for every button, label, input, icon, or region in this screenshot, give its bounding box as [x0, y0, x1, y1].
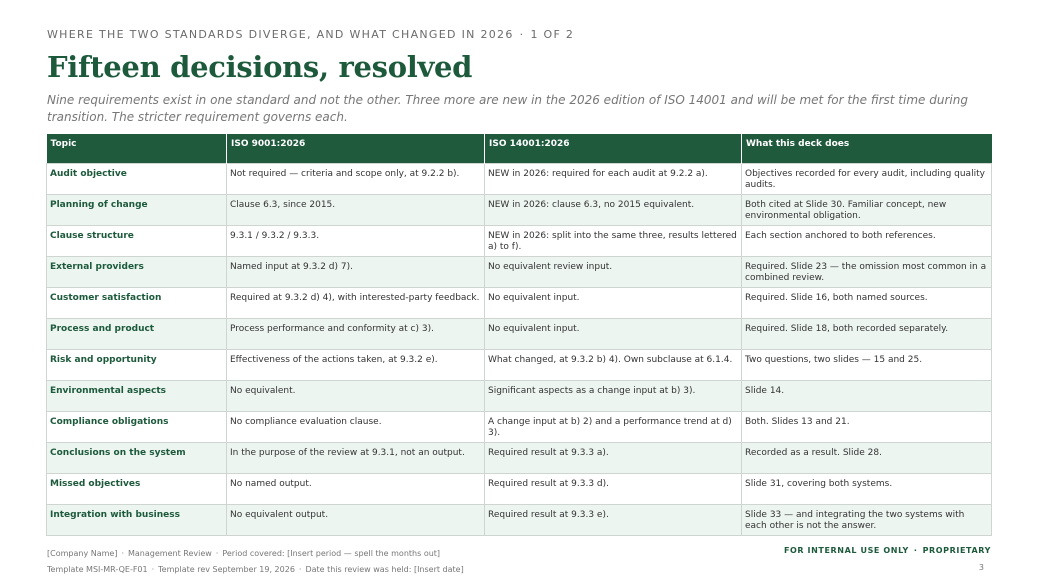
page-indicator: 1 OF 2 — [530, 28, 575, 41]
page-number: 3 — [978, 563, 984, 572]
table-row — [47, 164, 992, 195]
iso14001-cell: Required result at 9.3.3 a). — [485, 443, 742, 474]
table-row — [47, 350, 992, 381]
footer-separator: · — [215, 549, 219, 558]
footer-separator: · — [913, 546, 918, 555]
topic-cell: Environmental aspects — [47, 381, 227, 412]
iso14001-cell: Significant aspects as a change input at b) 3). — [485, 381, 742, 412]
footer-template-rev: Template rev September 19, 2026 — [158, 565, 295, 574]
topic-cell: Audit objective — [47, 164, 227, 195]
footer-company: [Company Name] — [47, 549, 118, 558]
iso14001-cell: Required result at 9.3.3 d). — [485, 474, 742, 505]
classification-internal: FOR INTERNAL USE ONLY — [783, 546, 909, 555]
table-row — [47, 505, 992, 536]
deck-action-cell: Required. Slide 16, both named sources. — [742, 288, 992, 319]
deck-action-cell: Both. Slides 13 and 21. — [742, 412, 992, 443]
iso9001-cell: Named input at 9.3.2 d) 7). — [227, 257, 485, 288]
iso14001-cell: What changed, at 9.3.2 b) 4). Own subclause at 6.1.4. — [485, 350, 742, 381]
iso9001-cell: Process performance and conformity at c) 3). — [227, 319, 485, 350]
footer-line-2 — [47, 562, 464, 578]
table-row — [47, 319, 992, 350]
footer-classification — [784, 546, 991, 555]
kicker-text: WHERE THE TWO STANDARDS DIVERGE, AND WHAT CHANGED IN 2026 — [47, 28, 514, 41]
deck-action-cell: Recorded as a result. Slide 28. — [742, 443, 992, 474]
column-header-topic: Topic — [47, 134, 227, 164]
topic-cell: Planning of change — [47, 195, 227, 226]
table-row — [47, 474, 992, 505]
topic-cell: Conclusions on the system — [47, 443, 227, 474]
iso9001-cell: 9.3.1 / 9.3.2 / 9.3.3. — [227, 226, 485, 257]
classification-proprietary: PROPRIETARY — [922, 546, 991, 555]
topic-cell: Risk and opportunity — [47, 350, 227, 381]
topic-cell: Compliance obligations — [47, 412, 227, 443]
deck-action-cell: Objectives recorded for every audit, including quality audits. — [742, 164, 992, 195]
iso14001-cell: NEW in 2026: required for each audit at 9.2.2 a). — [485, 164, 742, 195]
deck-action-cell: Required. Slide 23 — the omission most common in a combined review. — [742, 257, 992, 288]
iso14001-cell: NEW in 2026: clause 6.3, no 2015 equivalent. — [485, 195, 742, 226]
page-subtitle: Nine requirements exist in one standard and not the other. Three more are new in the 2026 edition of ISO 14001 and will be met for the first time during transition. The stricter requirement governs each. — [47, 93, 968, 124]
iso14001-cell: No equivalent review input. — [485, 257, 742, 288]
iso14001-cell: No equivalent input. — [485, 288, 742, 319]
table-row — [47, 412, 992, 443]
table-row — [47, 381, 992, 412]
footer-separator: · — [121, 549, 124, 558]
deck-action-cell: Each section anchored to both references. — [742, 226, 992, 257]
iso14001-cell: NEW in 2026: split into the same three, results lettered a) to f). — [485, 226, 742, 257]
page-title: Fifteen decisions, resolved — [47, 50, 473, 84]
iso14001-cell: A change input at b) 2) and a performance trend at d) 3). — [485, 412, 742, 443]
column-header-iso14001: ISO 14001:2026 — [485, 134, 742, 164]
topic-cell: Clause structure — [47, 226, 227, 257]
decisions-table — [46, 134, 992, 536]
kicker-separator: · — [519, 28, 525, 41]
column-header-iso9001: ISO 9001:2026 — [227, 134, 485, 164]
deck-action-cell: Both cited at Slide 30. Familiar concept, new environmental obligation. — [742, 195, 992, 226]
topic-cell: Customer satisfaction — [47, 288, 227, 319]
iso14001-cell: Required result at 9.3.3 e). — [485, 505, 742, 536]
topic-cell: External providers — [47, 257, 227, 288]
deck-action-cell: Slide 33 — and integrating the two systems with each other is not the answer. — [742, 505, 992, 536]
iso9001-cell: No equivalent. — [227, 381, 485, 412]
iso9001-cell: Clause 6.3, since 2015. — [227, 195, 485, 226]
table-row — [47, 226, 992, 257]
footer-review-date: Date this review was held: [Insert date] — [305, 565, 464, 574]
topic-cell: Process and product — [47, 319, 227, 350]
footer-template-id: Template MSI-MR-QE-F01 — [47, 565, 148, 574]
iso9001-cell: No named output. — [227, 474, 485, 505]
table-row — [47, 443, 992, 474]
footer-separator: · — [151, 565, 155, 574]
deck-action-cell: Two questions, two slides — 15 and 25. — [742, 350, 992, 381]
deck-action-cell: Slide 14. — [742, 381, 992, 412]
iso9001-cell: Effectiveness of the actions taken, at 9.3.2 e). — [227, 350, 485, 381]
table-header-row — [47, 134, 992, 164]
deck-action-cell: Slide 31, covering both systems. — [742, 474, 992, 505]
iso9001-cell: In the purpose of the review at 9.3.1, not an output. — [227, 443, 485, 474]
slide-kicker — [47, 28, 574, 41]
topic-cell: Integration with business — [47, 505, 227, 536]
table-row — [47, 195, 992, 226]
footer-meta — [47, 546, 464, 578]
iso9001-cell: Not required — criteria and scope only, at 9.2.2 b). — [227, 164, 485, 195]
iso9001-cell: No equivalent output. — [227, 505, 485, 536]
footer-separator: · — [298, 565, 302, 574]
column-header-deck-action: What this deck does — [742, 134, 992, 164]
footer-line-1 — [47, 546, 464, 562]
iso9001-cell: Required at 9.3.2 d) 4), with interested-party feedback. — [227, 288, 485, 319]
footer-period: Period covered: [Insert period — spell the months out] — [222, 549, 441, 558]
iso9001-cell: No compliance evaluation clause. — [227, 412, 485, 443]
footer-doc-type: Management Review — [128, 549, 212, 558]
iso14001-cell: No equivalent input. — [485, 319, 742, 350]
topic-cell: Missed objectives — [47, 474, 227, 505]
deck-action-cell: Required. Slide 18, both recorded separately. — [742, 319, 992, 350]
table-row — [47, 288, 992, 319]
table-row — [47, 257, 992, 288]
